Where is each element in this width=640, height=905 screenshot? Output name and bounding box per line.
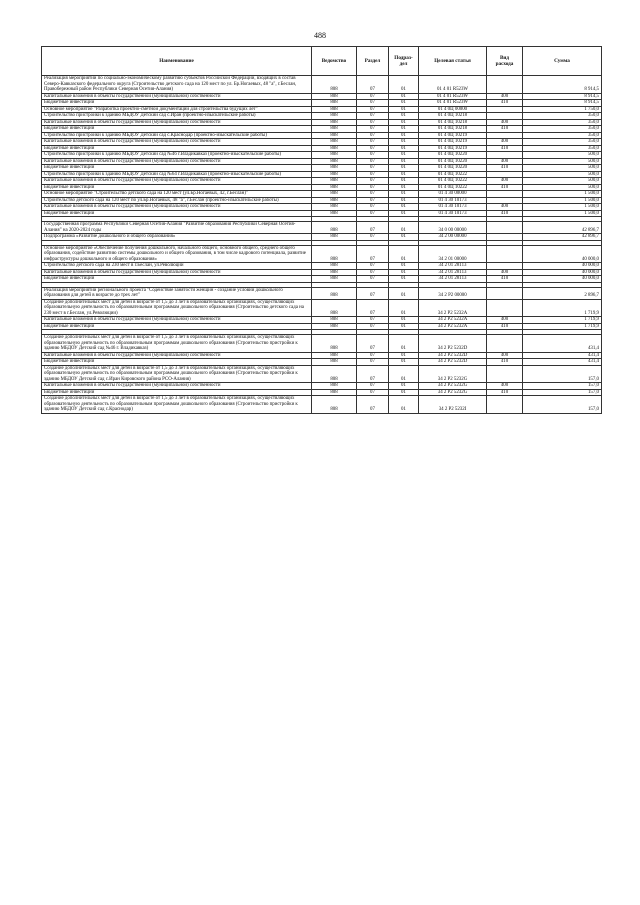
cell-sum: 500,0 — [523, 178, 602, 185]
cell-section: 07 — [357, 126, 389, 133]
cell-exp-type: 410 — [487, 276, 523, 283]
cell-dept: 808 — [312, 152, 357, 159]
cell-target: 01 4 30 10173 — [419, 204, 487, 211]
cell-exp-type: 400 — [487, 269, 523, 276]
cell-section: 07 — [357, 93, 389, 100]
cell-section: 07 — [357, 383, 389, 390]
cell-name: Бюджетные инвестиции — [42, 276, 312, 283]
cell-sum: 350,0 — [523, 119, 602, 126]
cell-name: Создание дополнительных мест для детей в возрасте от 1,5 до 3 лет в образовательных организациях, осуществляющих образовательную деятельность по образовательным программам дошкольного образования (Строительство пристройки к зданию МБДОУ Детский сад с.Иран Кировского района РСО-Алания) — [42, 365, 312, 383]
cell-exp-type — [487, 365, 523, 383]
cell-exp-type — [487, 222, 523, 234]
cell-section: 07 — [357, 158, 389, 165]
page-number: 488 — [314, 31, 326, 40]
cell-sum: 500,0 — [523, 171, 602, 178]
cell-subsection: 01 — [389, 335, 419, 353]
cell-target: 01 4 0Ц 10222 — [419, 178, 487, 185]
cell-section: 07 — [357, 222, 389, 234]
cell-exp-type: 410 — [487, 389, 523, 396]
header-exp-type: Вид расхода — [487, 47, 523, 76]
cell-name: Строительство пристройки к зданию МБДОУ Детский сад с.Краснодар (проектно-изыскательские работы) — [42, 132, 312, 139]
cell-sum: 1 719,9 — [523, 299, 602, 317]
cell-dept: 808 — [312, 365, 357, 383]
cell-sum: 2 896,7 — [523, 287, 602, 299]
cell-name: Основное мероприятие "Строительство детского сада на 120 мест (ул.Бр.Ногаевых, 42, г.Беслан)" — [42, 191, 312, 198]
cell-subsection: 01 — [389, 359, 419, 366]
cell-target: 01 4 01 R523W — [419, 93, 487, 100]
cell-target: 34 2 P2 5232G — [419, 365, 487, 383]
cell-target: 01 4 01 R523W — [419, 76, 487, 94]
cell-name: Строительство детского сада на 230 мест в г.Беслан, ул.Революции — [42, 263, 312, 270]
cell-sum: 42 896,7 — [523, 222, 602, 234]
cell-dept: 808 — [312, 276, 357, 283]
cell-target: 34 2 P2 5232A — [419, 299, 487, 317]
cell-section: 07 — [357, 323, 389, 330]
cell-name: Капитальные вложения в объекты государственной (муниципальной) собственности — [42, 139, 312, 146]
cell-subsection: 01 — [389, 204, 419, 211]
cell-section: 07 — [357, 263, 389, 270]
cell-subsection: 01 — [389, 132, 419, 139]
cell-dept: 808 — [312, 113, 357, 120]
cell-exp-type: 410 — [487, 210, 523, 217]
cell-subsection: 01 — [389, 139, 419, 146]
cell-sum: 157,0 — [523, 383, 602, 390]
cell-section: 07 — [357, 287, 389, 299]
cell-section: 07 — [357, 197, 389, 204]
cell-sum: 500,0 — [523, 165, 602, 172]
table-header-row — [42, 47, 602, 76]
cell-section: 07 — [357, 276, 389, 283]
cell-target: 34 2 P2 5232A — [419, 323, 487, 330]
cell-dept: 808 — [312, 178, 357, 185]
cell-sum: 431,4 — [523, 335, 602, 353]
cell-section: 07 — [357, 178, 389, 185]
cell-sum: 350,0 — [523, 132, 602, 139]
cell-name: Создание дополнительных мест для детей в возрасте от 1,5 до 3 лет в образовательных организациях, осуществляющих образовательную деятельность по образовательным программам дошкольного образования (Строительство пристройки к зданию МБДОУ Детский сад №46 г. Владикавказ) — [42, 335, 312, 353]
cell-subsection: 01 — [389, 210, 419, 217]
cell-subsection: 01 — [389, 245, 419, 263]
cell-sum: 1 500,0 — [523, 210, 602, 217]
cell-section: 07 — [357, 335, 389, 353]
table-row — [42, 299, 602, 317]
cell-sum: 1 500,0 — [523, 204, 602, 211]
cell-exp-type — [487, 335, 523, 353]
cell-subsection: 01 — [389, 299, 419, 317]
cell-sum: 1 750,0 — [523, 106, 602, 113]
cell-dept: 808 — [312, 184, 357, 191]
table-row — [42, 287, 602, 299]
cell-name: Бюджетные инвестиции — [42, 184, 312, 191]
cell-exp-type: 400 — [487, 317, 523, 324]
cell-subsection: 01 — [389, 263, 419, 270]
cell-target: 01 4 0Ц 10220 — [419, 152, 487, 159]
cell-dept: 808 — [312, 145, 357, 152]
cell-target: 01 4 0Ц 10219 — [419, 139, 487, 146]
cell-dept: 808 — [312, 93, 357, 100]
cell-section: 07 — [357, 317, 389, 324]
cell-target: 01 4 01 R523W — [419, 100, 487, 107]
cell-name: Капитальные вложения в объекты государственной (муниципальной) собственности — [42, 352, 312, 359]
cell-sum: 8 914,5 — [523, 100, 602, 107]
header-name: Наименование — [42, 47, 312, 76]
cell-target: 01 4 0Ц 10220 — [419, 158, 487, 165]
cell-section: 07 — [357, 245, 389, 263]
cell-dept: 808 — [312, 171, 357, 178]
cell-name: Основное мероприятие "Разработка проектно-сметной документации для строительства будущих лет" — [42, 106, 312, 113]
cell-exp-type — [487, 396, 523, 414]
cell-sum: 40 000,0 — [523, 263, 602, 270]
cell-target: 34 0 00 00000 — [419, 222, 487, 234]
cell-exp-type: 400 — [487, 204, 523, 211]
cell-target: 01 4 0Ц 10218 — [419, 126, 487, 133]
cell-section: 07 — [357, 113, 389, 120]
cell-target: 34 2 01 00000 — [419, 245, 487, 263]
cell-sum: 1 719,9 — [523, 323, 602, 330]
cell-exp-type — [487, 76, 523, 94]
cell-dept: 808 — [312, 158, 357, 165]
cell-name: Государственная программа Республики Северная Осетия-Алания "Развитие образования Республики Северная Осетия-Алания" на 2020-2024 годы — [42, 222, 312, 234]
cell-dept: 808 — [312, 132, 357, 139]
cell-subsection: 01 — [389, 276, 419, 283]
cell-exp-type: 400 — [487, 352, 523, 359]
cell-name: Реализация мероприятий по социально-экономическому развитию субъектов Российской Федерации, входящих в состав Северо-Кавказского федерального округа (Строительство детского сада на 120 мест по ул. Бр.Ногаевых, 48 "а", г.Беслан, Правобережный район Республики Северная Осетия-Алания) — [42, 76, 312, 94]
cell-target: 34 2 P2 5232D — [419, 335, 487, 353]
cell-target: 34 2 P2 5232G — [419, 383, 487, 390]
cell-section: 07 — [357, 165, 389, 172]
cell-name: Бюджетные инвестиции — [42, 359, 312, 366]
cell-section: 07 — [357, 299, 389, 317]
cell-section: 07 — [357, 359, 389, 366]
cell-section: 07 — [357, 269, 389, 276]
cell-name: Создание дополнительных мест для детей в возрасте от 1,5 до 3 лет в образовательных организациях, осуществляющих образовательную деятельность по образовательным программам дошкольного образования (Строительство детского сада на 230 мест в г.Беслан, ул.Революции) — [42, 299, 312, 317]
cell-sum: 8 914,5 — [523, 93, 602, 100]
cell-dept: 808 — [312, 210, 357, 217]
cell-sum: 40 000,0 — [523, 245, 602, 263]
cell-section: 07 — [357, 152, 389, 159]
cell-subsection: 01 — [389, 287, 419, 299]
cell-target: 34 2 P2 5232I — [419, 396, 487, 414]
cell-sum: 157,0 — [523, 389, 602, 396]
cell-exp-type: 400 — [487, 119, 523, 126]
cell-target: 34 2 00 00000 — [419, 234, 487, 241]
cell-dept: 808 — [312, 119, 357, 126]
cell-dept: 808 — [312, 299, 357, 317]
cell-name: Капитальные вложения в объекты государственной (муниципальной) собственности — [42, 317, 312, 324]
cell-sum: 500,0 — [523, 184, 602, 191]
cell-name: Капитальные вложения в объекты государственной (муниципальной) собственности — [42, 204, 312, 211]
cell-section: 07 — [357, 106, 389, 113]
header-section: Раздел — [357, 47, 389, 76]
cell-target: 01 4 0Ц 10218 — [419, 119, 487, 126]
cell-exp-type: 410 — [487, 126, 523, 133]
cell-name: Капитальные вложения в объекты государственной (муниципальной) собственности — [42, 269, 312, 276]
cell-section: 07 — [357, 76, 389, 94]
cell-name: Бюджетные инвестиции — [42, 210, 312, 217]
table-row — [42, 335, 602, 353]
table-row — [42, 76, 602, 94]
cell-target: 01 4 0Ц 00000 — [419, 106, 487, 113]
cell-exp-type: 400 — [487, 139, 523, 146]
cell-target: 01 4 0Ц 10218 — [419, 113, 487, 120]
cell-section: 07 — [357, 204, 389, 211]
cell-subsection: 01 — [389, 113, 419, 120]
table-row — [42, 396, 602, 414]
cell-subsection: 01 — [389, 323, 419, 330]
header-sum: Сумма — [523, 47, 602, 76]
table-row — [42, 222, 602, 234]
cell-target: 01 4 0Ц 10219 — [419, 145, 487, 152]
header-dept: Ведомство — [312, 47, 357, 76]
cell-section: 07 — [357, 132, 389, 139]
cell-sum: 1 500,0 — [523, 191, 602, 198]
cell-subsection: 01 — [389, 317, 419, 324]
cell-target: 34 2 P2 5232A — [419, 317, 487, 324]
cell-name: Капитальные вложения в объекты государственной (муниципальной) собственности — [42, 178, 312, 185]
cell-sum: 500,0 — [523, 152, 602, 159]
cell-name: Капитальные вложения в объекты государственной (муниципальной) собственности — [42, 158, 312, 165]
cell-target: 01 4 30 10173 — [419, 197, 487, 204]
cell-exp-type: 410 — [487, 323, 523, 330]
cell-exp-type: 410 — [487, 184, 523, 191]
cell-name: Бюджетные инвестиции — [42, 165, 312, 172]
cell-section: 07 — [357, 119, 389, 126]
cell-section: 07 — [357, 210, 389, 217]
cell-dept: 808 — [312, 191, 357, 198]
cell-sum: 350,0 — [523, 126, 602, 133]
cell-subsection: 01 — [389, 396, 419, 414]
cell-subsection: 01 — [389, 197, 419, 204]
cell-subsection: 01 — [389, 165, 419, 172]
cell-subsection: 01 — [389, 76, 419, 94]
cell-exp-type: 410 — [487, 145, 523, 152]
cell-target: 01 4 0Ц 10220 — [419, 165, 487, 172]
cell-exp-type: 400 — [487, 93, 523, 100]
cell-target: 01 4 0Ц 10222 — [419, 184, 487, 191]
cell-target: 01 4 0Ц 10219 — [419, 132, 487, 139]
cell-target: 34 2 P2 00000 — [419, 287, 487, 299]
cell-sum: 157,0 — [523, 365, 602, 383]
cell-dept: 808 — [312, 383, 357, 390]
cell-target: 01 4 30 10173 — [419, 210, 487, 217]
cell-dept: 808 — [312, 359, 357, 366]
cell-name: Подпрограмма «Развитие дошкольного и общего образования» — [42, 234, 312, 241]
cell-sum: 500,0 — [523, 158, 602, 165]
cell-section: 07 — [357, 145, 389, 152]
cell-sum: 350,0 — [523, 139, 602, 146]
cell-subsection: 01 — [389, 171, 419, 178]
cell-sum: 1 719,9 — [523, 317, 602, 324]
cell-section: 07 — [357, 139, 389, 146]
cell-dept: 808 — [312, 335, 357, 353]
cell-dept: 808 — [312, 396, 357, 414]
cell-section: 07 — [357, 184, 389, 191]
cell-section: 07 — [357, 352, 389, 359]
cell-sum: 431,4 — [523, 359, 602, 366]
cell-name: Капитальные вложения в объекты государственной (муниципальной) собственности — [42, 383, 312, 390]
cell-dept: 808 — [312, 204, 357, 211]
cell-dept: 808 — [312, 76, 357, 94]
cell-subsection: 01 — [389, 184, 419, 191]
cell-name: Бюджетные инвестиции — [42, 145, 312, 152]
cell-target: 01 4 30 00000 — [419, 191, 487, 198]
cell-name: Строительство пристройки к зданию МБДОУ Детский сад с.Иран (проектно-изыскательские работы) — [42, 113, 312, 120]
cell-subsection: 01 — [389, 269, 419, 276]
cell-sum: 40 000,0 — [523, 269, 602, 276]
table-body — [42, 76, 602, 414]
cell-exp-type: 410 — [487, 165, 523, 172]
cell-sum: 157,0 — [523, 396, 602, 414]
cell-dept: 808 — [312, 106, 357, 113]
cell-dept: 808 — [312, 263, 357, 270]
cell-sum: 42 896,7 — [523, 234, 602, 241]
cell-name: Строительство детского сада на 120 мест по ул.Бр.Ногаевых, 48 "а", г.Беслан (проектно-изыскательские работы) — [42, 197, 312, 204]
cell-name: Строительство пристройки к зданию МБДОУ Детский сад №46 г.Владикавказ (проектно-изыскательские работы) — [42, 152, 312, 159]
cell-sum: 431,4 — [523, 352, 602, 359]
cell-name: Капитальные вложения в объекты государственной (муниципальной) собственности — [42, 93, 312, 100]
cell-subsection: 01 — [389, 352, 419, 359]
cell-section: 07 — [357, 234, 389, 241]
cell-subsection: 01 — [389, 234, 419, 241]
cell-name: Бюджетные инвестиции — [42, 389, 312, 396]
cell-subsection: 01 — [389, 158, 419, 165]
cell-subsection: 01 — [389, 93, 419, 100]
cell-name: Строительство пристройки к зданию МБДОУ Детский сад №64 г.Владикавказ (проектно-изыскательские работы) — [42, 171, 312, 178]
table-row — [42, 365, 602, 383]
cell-exp-type: 400 — [487, 158, 523, 165]
cell-dept: 808 — [312, 234, 357, 241]
cell-subsection: 01 — [389, 222, 419, 234]
cell-sum: 1 500,0 — [523, 197, 602, 204]
cell-target: 34 2 01 28113 — [419, 276, 487, 283]
cell-subsection: 01 — [389, 383, 419, 390]
header-target: Целевая статья — [419, 47, 487, 76]
cell-exp-type: 400 — [487, 383, 523, 390]
cell-exp-type: 410 — [487, 359, 523, 366]
cell-section: 07 — [357, 389, 389, 396]
cell-subsection: 01 — [389, 152, 419, 159]
cell-dept: 808 — [312, 222, 357, 234]
cell-dept: 808 — [312, 245, 357, 263]
cell-subsection: 01 — [389, 145, 419, 152]
cell-name: Бюджетные инвестиции — [42, 323, 312, 330]
cell-target: 34 2 P2 5232D — [419, 359, 487, 366]
cell-subsection: 01 — [389, 100, 419, 107]
header-subsection: Подраз- дел — [389, 47, 419, 76]
cell-dept: 808 — [312, 165, 357, 172]
cell-target: 01 4 0Ц 10222 — [419, 171, 487, 178]
cell-name: Бюджетные инвестиции — [42, 100, 312, 107]
cell-dept: 808 — [312, 317, 357, 324]
cell-subsection: 01 — [389, 126, 419, 133]
cell-sum: 350,0 — [523, 145, 602, 152]
cell-dept: 808 — [312, 269, 357, 276]
cell-target: 34 2 01 28113 — [419, 263, 487, 270]
budget-table — [41, 46, 602, 414]
cell-exp-type: 400 — [487, 178, 523, 185]
cell-name: Основное мероприятие «Обеспечение получения дошкольного, начального общего, основного общего, среднего общего образования, содействие развитию системы дошкольного и общего образования, в том числе кадрового потенциала, развитие инфраструктуры дошкольного и общего образования» — [42, 245, 312, 263]
cell-subsection: 01 — [389, 365, 419, 383]
cell-dept: 808 — [312, 287, 357, 299]
cell-exp-type: 410 — [487, 100, 523, 107]
cell-section: 07 — [357, 365, 389, 383]
cell-section: 07 — [357, 191, 389, 198]
cell-exp-type — [487, 245, 523, 263]
cell-name: Реализация мероприятий регионального проекта "Содействие занятости женщин - создание условий дошкольного образования для детей в возрасте до трех лет" — [42, 287, 312, 299]
cell-dept: 808 — [312, 100, 357, 107]
cell-sum: 40 000,0 — [523, 276, 602, 283]
cell-name: Создание дополнительных мест для детей в возрасте от 1,5 до 3 лет в образовательных организациях, осуществляющих образовательную деятельность по образовательным программам дошкольного образования (Строительство пристройки к зданию МБДОУ Детский сад с.Краснодар) — [42, 396, 312, 414]
cell-subsection: 01 — [389, 178, 419, 185]
cell-target: 34 2 P2 5232D — [419, 352, 487, 359]
cell-name: Капитальные вложения в объекты государственной (муниципальной) собственности — [42, 119, 312, 126]
cell-target: 34 2 P2 5232G — [419, 389, 487, 396]
cell-dept: 808 — [312, 352, 357, 359]
cell-sum: 8 914,5 — [523, 76, 602, 94]
cell-exp-type — [487, 287, 523, 299]
cell-dept: 808 — [312, 323, 357, 330]
cell-section: 07 — [357, 396, 389, 414]
cell-name: Бюджетные инвестиции — [42, 126, 312, 133]
cell-subsection: 01 — [389, 389, 419, 396]
cell-dept: 808 — [312, 139, 357, 146]
cell-dept: 808 — [312, 126, 357, 133]
cell-exp-type — [487, 299, 523, 317]
table-row — [42, 245, 602, 263]
cell-dept: 808 — [312, 197, 357, 204]
cell-dept: 808 — [312, 389, 357, 396]
cell-target: 34 2 01 28113 — [419, 269, 487, 276]
cell-subsection: 01 — [389, 119, 419, 126]
cell-section: 07 — [357, 100, 389, 107]
cell-subsection: 01 — [389, 191, 419, 198]
cell-subsection: 01 — [389, 106, 419, 113]
cell-section: 07 — [357, 171, 389, 178]
cell-sum: 350,0 — [523, 113, 602, 120]
